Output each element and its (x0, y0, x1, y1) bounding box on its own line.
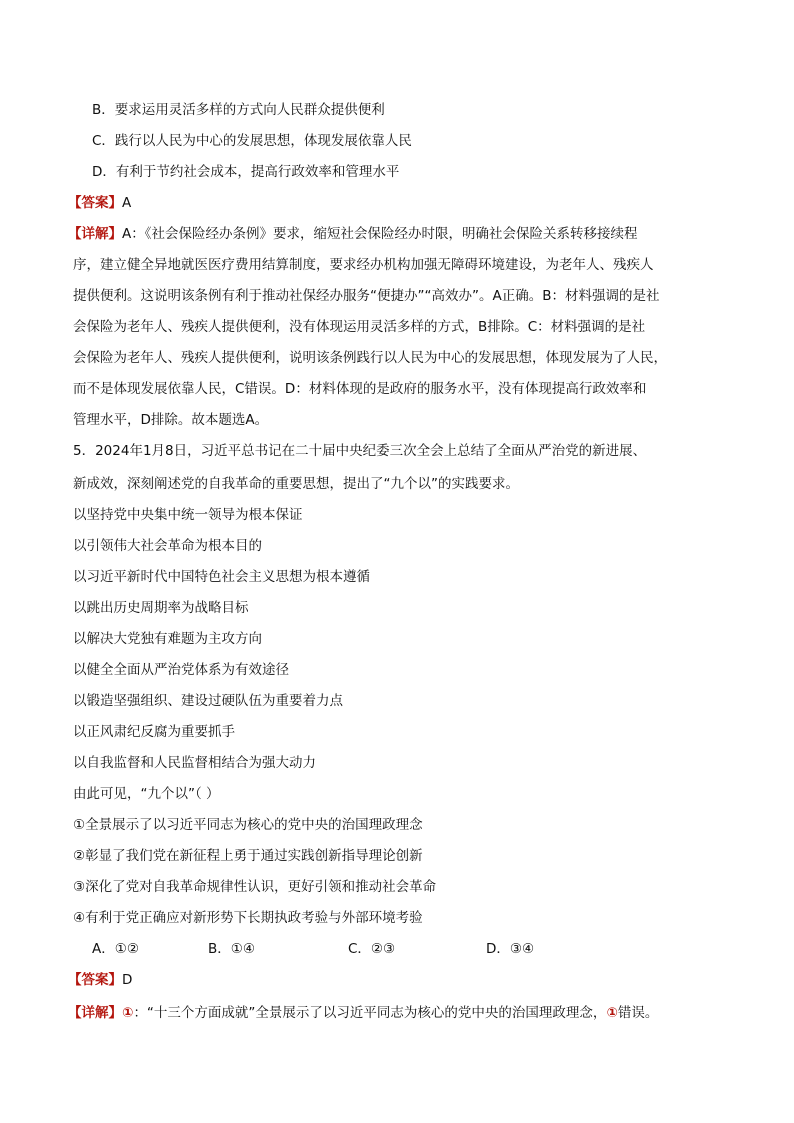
q4-detail-line-5: 会保险为老年人、残疾人提供便利，说明该条例践行以人民为中心的发展思想，体现发展为了人民， (73, 350, 667, 366)
q5-statement-1: ①全景展示了以习近平同志为核心的党中央的治国理政理念 (73, 817, 423, 833)
q5-item-2: 以引领伟大社会革命为根本目的 (73, 538, 262, 554)
q5-choice-b: B．①④ (208, 941, 255, 957)
answer-tag: 【答案】 (68, 972, 122, 988)
detail-mark: ① (122, 1005, 134, 1021)
q5-statement-3: ③深化了党对自我革命规律性认识，更好引领和推动社会革命 (73, 879, 437, 895)
q4-detail-line-6: 而不是体现发展依靠人民，C错误。D：材料体现的是政府的服务水平，没有体现提高行政效率和 (73, 381, 647, 397)
q5-item-3: 以习近平新时代中国特色社会主义思想为根本遵循 (73, 569, 370, 585)
q5-stem-line-2: 新成效，深刻阐述党的自我革命的重要思想，提出了“九个以”的实践要求。 (73, 476, 519, 492)
q5-answer (68, 969, 132, 991)
q4-detail-line-4: 会保险为老年人、残疾人提供便利，没有体现运用灵活多样的方式，B排除。C：材料强调的是社 (73, 319, 646, 335)
q4-option-c: C．践行以人民为中心的发展思想，体现发展依靠人民 (92, 133, 412, 149)
q5-item-5: 以解决大党独有难题为主攻方向 (73, 631, 262, 647)
q5-item-7: 以锻造坚强组织、建设过硬队伍为重要着力点 (73, 693, 343, 709)
detail-mark-2: ① (606, 1005, 618, 1021)
answer-tag: 【答案】 (68, 195, 122, 211)
q5-statement-4: ④有利于党正确应对新形势下长期执政考验与外部环境考验 (73, 910, 423, 926)
q5-item-4: 以跳出历史周期率为战略目标 (73, 600, 249, 616)
q4-option-b: B．要求运用灵活多样的方式向人民群众提供便利 (92, 102, 385, 118)
q4-option-d: D．有利于节约社会成本，提高行政效率和管理水平 (92, 164, 400, 180)
detail-tag: 【详解】 (68, 1005, 122, 1021)
q5-choice-a: A．①② (92, 941, 139, 957)
q4-answer (68, 192, 131, 214)
q5-statement-2: ②彰显了我们党在新征程上勇于通过实践创新指导理论创新 (73, 848, 423, 864)
q5-item-1: 以坚持党中央集中统一领导为根本保证 (73, 507, 303, 523)
q5-choice-d: D．③④ (486, 941, 535, 957)
answer-value: D (122, 972, 133, 988)
q5-item-9: 以自我监督和人民监督相结合为强大动力 (73, 755, 316, 771)
detail-tag: 【详解】 (68, 226, 122, 242)
answer-value: A (122, 195, 132, 211)
q5-detail-line-1: 【详解】①：“十三个方面成就”全景展示了以习近平同志为核心的党中央的治国理政理念，①错误。 (68, 1005, 659, 1021)
q4-detail-line-7: 管理水平，D排除。故本题选A。 (73, 412, 269, 428)
q4-detail-line-1: 【详解】A：《社会保险经办条例》要求，缩短社会保险经办时限，明确社会保险关系转移接续程 (68, 226, 638, 242)
q5-stem-line-1: 5．2024年1月8日，习近平总书记在二十届中央纪委三次全会上总结了全面从严治党的新进展、 (73, 443, 647, 459)
q4-detail-line-2: 序，建立健全异地就医医疗费用结算制度，要求经办机构加强无障碍环境建设，为老年人、残疾人 (73, 257, 654, 273)
q5-item-6: 以健全全面从严治党体系为有效途径 (73, 662, 289, 678)
q5-choice-c: C．②③ (348, 941, 396, 957)
q4-detail-line-3: 提供便利。这说明该条例有利于推动社保经办服务“便捷办”“高效办”。A正确。B：材料强调的是社 (73, 288, 660, 304)
q5-question: 由此可见，“九个以”（ ） (73, 786, 220, 802)
q5-item-8: 以正风肃纪反腐为重要抓手 (73, 724, 235, 740)
